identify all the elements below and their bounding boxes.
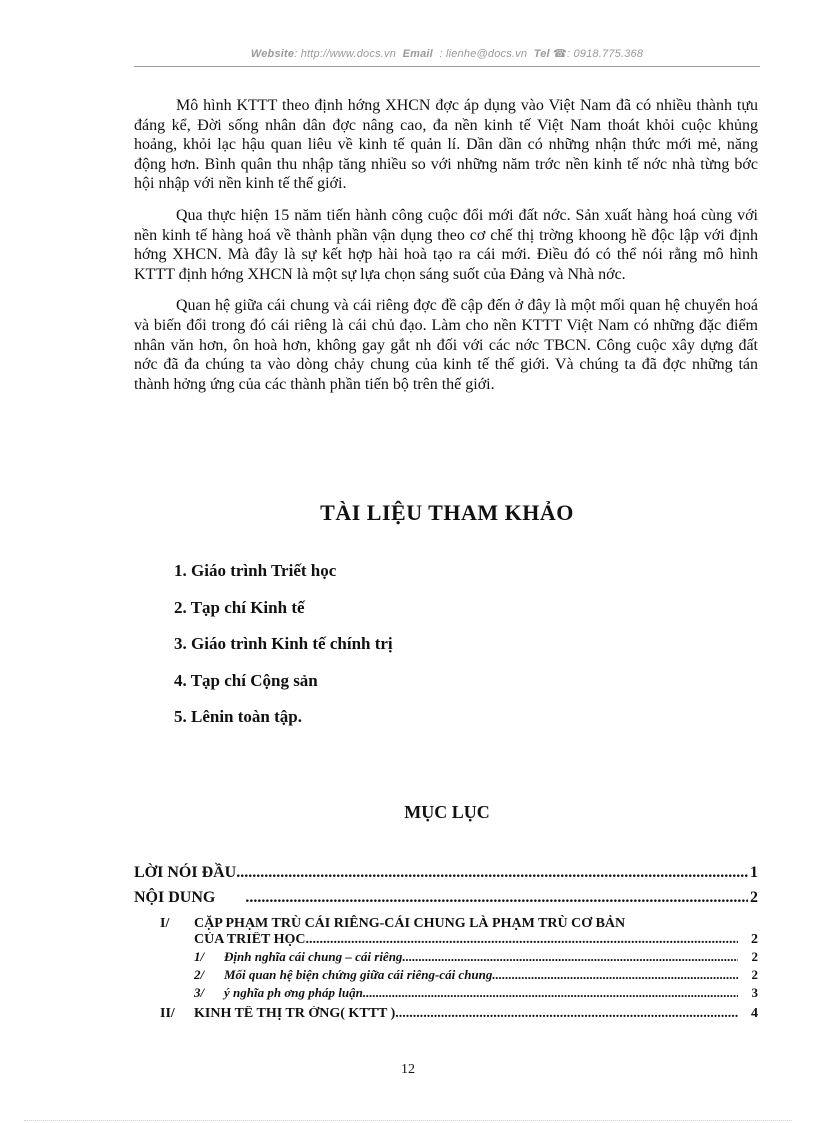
toc-subsection[interactable] — [194, 984, 758, 1002]
toc-subsection[interactable] — [194, 948, 758, 966]
toc-leader — [492, 966, 738, 984]
toc-subsection[interactable] — [194, 966, 758, 984]
paragraph: Qua thực hiện 15 năm tiến hành công cuộc đổi mới đất nớc. Sản xuất hàng hoá cùng với nền kinh tế hàng hoá về thành phần vận dụng theo cơ chế thị trờng khoong hề độc lập với định hớng XHCN. Mà đây là sự kết hợp hài hoà tạo ra cái mới. Điều đó có thể nói rằng mô hình KTTT định hớng XHCN là một sự lựa chọn sáng suốt của Đảng và Nhà nớc. — [134, 206, 758, 283]
references-title: TÀI LIỆU THAM KHẢO — [320, 500, 574, 525]
toc-leader — [402, 948, 738, 966]
reference-item: 2. Tạp chí Kinh tế — [174, 597, 305, 617]
references-list — [174, 560, 393, 743]
toc-entry-label: ý nghĩa ph ơng pháp luận — [224, 985, 363, 1000]
phone-icon: ☎ — [553, 48, 567, 60]
page-header — [134, 47, 760, 60]
toc-entry-intro[interactable] — [134, 860, 758, 885]
toc-page-number: 1 — [750, 864, 758, 881]
toc-entry-label: LỜI NÓI ĐẦU — [134, 864, 237, 881]
toc-subsection-number: 1/ — [194, 949, 205, 964]
body-text — [134, 96, 758, 406]
toc-subsection-number: 2/ — [194, 967, 205, 982]
reference-item: 3. Giáo trình Kinh tế chính trị — [174, 634, 393, 653]
paragraph: Quan hệ giữa cái chung và cái riêng đợc đề cập đến ở đây là một mối quan hệ chuyển hoá và biến đổi trong đó cái riêng là cái chủ đạo. Làm cho nền KTTT Việt Nam có những đặc điểm nhân văn hơn, ôn hoà hơn, không gay gắt nh đối với các nớc TBCN. Công cuộc xây dựng đất nớc đã đa chúng ta vào dòng chảy chung của kinh tế thế giới. Và chúng ta đã đợc những tán thành hởng ứng của các thành phần tiến bộ trên thế giới. — [134, 297, 758, 393]
website-url[interactable]: : http://www.docs.vn — [294, 48, 397, 60]
email-value[interactable]: : lienhe@docs.vn — [439, 48, 528, 60]
toc-entry-label: NỘI DUNG — [134, 889, 216, 906]
toc-page-number: 2 — [751, 967, 758, 982]
reference-item: 4. Tạp chí Cộng sản — [174, 670, 318, 690]
website-label: Website — [250, 48, 295, 60]
toc-title: MỤC LỤC — [404, 802, 490, 822]
toc-section-heading: CẶP PHẠM TRÙ CÁI RIÊNG-CÁI CHUNG LÀ PHẠM TRÙ CƠ BẢN — [194, 916, 626, 931]
toc-page-number: 4 — [751, 1006, 758, 1021]
email-label: Email — [402, 48, 433, 60]
toc-page-number: 3 — [751, 985, 758, 1000]
toc-page-number: 2 — [751, 949, 758, 964]
table-of-contents — [134, 860, 758, 1022]
toc-section-1-continued[interactable] — [194, 932, 758, 948]
toc-leader — [236, 860, 748, 885]
toc-entry-content[interactable] — [134, 885, 758, 910]
toc-entry-label: Định nghĩa cái chung – cái riêng — [224, 949, 403, 964]
toc-leader — [215, 885, 748, 910]
toc-leader — [395, 1006, 738, 1022]
toc-section-2[interactable] — [160, 1006, 758, 1022]
toc-entry-label: CỦA TRIẾT HỌC — [194, 932, 306, 947]
toc-leader — [363, 984, 738, 1002]
page-number: 12 — [401, 1062, 415, 1077]
toc-page-number: 2 — [750, 889, 758, 906]
paragraph: Mô hình KTTT theo định hớng XHCN đợc áp dụng vào Việt Nam đã có nhiều thành tựu đáng kể, Đời sống nhân dân đợc nâng cao, đa nền kinh tế Việt Nam thoát khỏi cuộc khủng hoảng, khỏi lạc hậu quan liêu về kinh tế quản lí. Dần dần có những nhận thức mới mẻ, năng động hơn. Bình quân thu nhập tăng nhiều so với những năm trớc nền kinh tế nớc nhà từng bớc hội nhập với nền kinh tế thế giới. — [134, 97, 758, 193]
toc-subsection-number: 3/ — [194, 985, 205, 1000]
toc-section-number: II/ — [160, 1006, 175, 1021]
toc-section-1[interactable] — [160, 916, 758, 932]
reference-item: 1. Giáo trình Triết học — [174, 561, 337, 580]
toc-section-number: I/ — [160, 916, 170, 931]
toc-leader — [306, 932, 738, 948]
footer-divider — [24, 1120, 792, 1121]
toc-page-number: 2 — [751, 932, 758, 947]
toc-entry-label: KINH TẾ THỊ TR ỜNG( KTTT ) — [194, 1006, 396, 1021]
toc-entry-label: Mối quan hệ biện chứng giữa cái riêng-cái chung — [224, 967, 493, 982]
tel-value: : 0918.775.368 — [566, 48, 644, 60]
tel-label: Tel — [533, 48, 550, 60]
reference-item: 5. Lênin toàn tập. — [174, 707, 302, 726]
header-divider — [134, 66, 760, 67]
